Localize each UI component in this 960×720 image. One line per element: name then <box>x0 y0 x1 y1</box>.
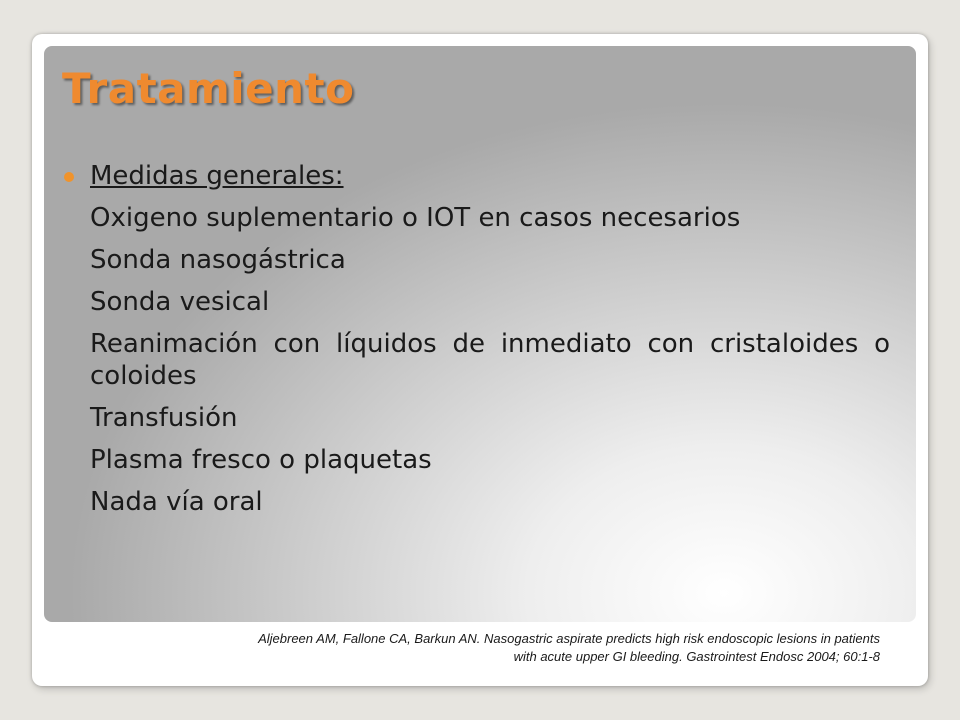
list-item: Plasma fresco o plaquetas <box>90 445 432 475</box>
bullet-heading: Medidas generales: <box>90 161 344 191</box>
slide-title: Tratamiento <box>62 64 355 113</box>
list-item: Sonda nasogástrica <box>90 245 346 275</box>
citation <box>120 630 880 666</box>
list-item: Nada vía oral <box>90 487 263 517</box>
list-item: Reanimación con líquidos de inmediato con cristaloides o coloides <box>90 329 890 391</box>
citation-line: Aljebreen AM, Fallone CA, Barkun AN. Nasogastric aspirate predicts high risk endoscopic lesions in patients <box>258 631 880 646</box>
list-item: Sonda vesical <box>90 287 270 317</box>
citation-line: with acute upper GI bleeding. Gastrointest Endosc 2004; 60:1-8 <box>513 649 880 664</box>
list-item: Transfusión <box>90 403 238 433</box>
list-item: Oxigeno suplementario o IOT en casos necesarios <box>90 203 741 233</box>
slide-body <box>64 160 890 528</box>
bullet-heading-row <box>64 160 890 192</box>
bullet-dot-icon <box>64 172 74 182</box>
